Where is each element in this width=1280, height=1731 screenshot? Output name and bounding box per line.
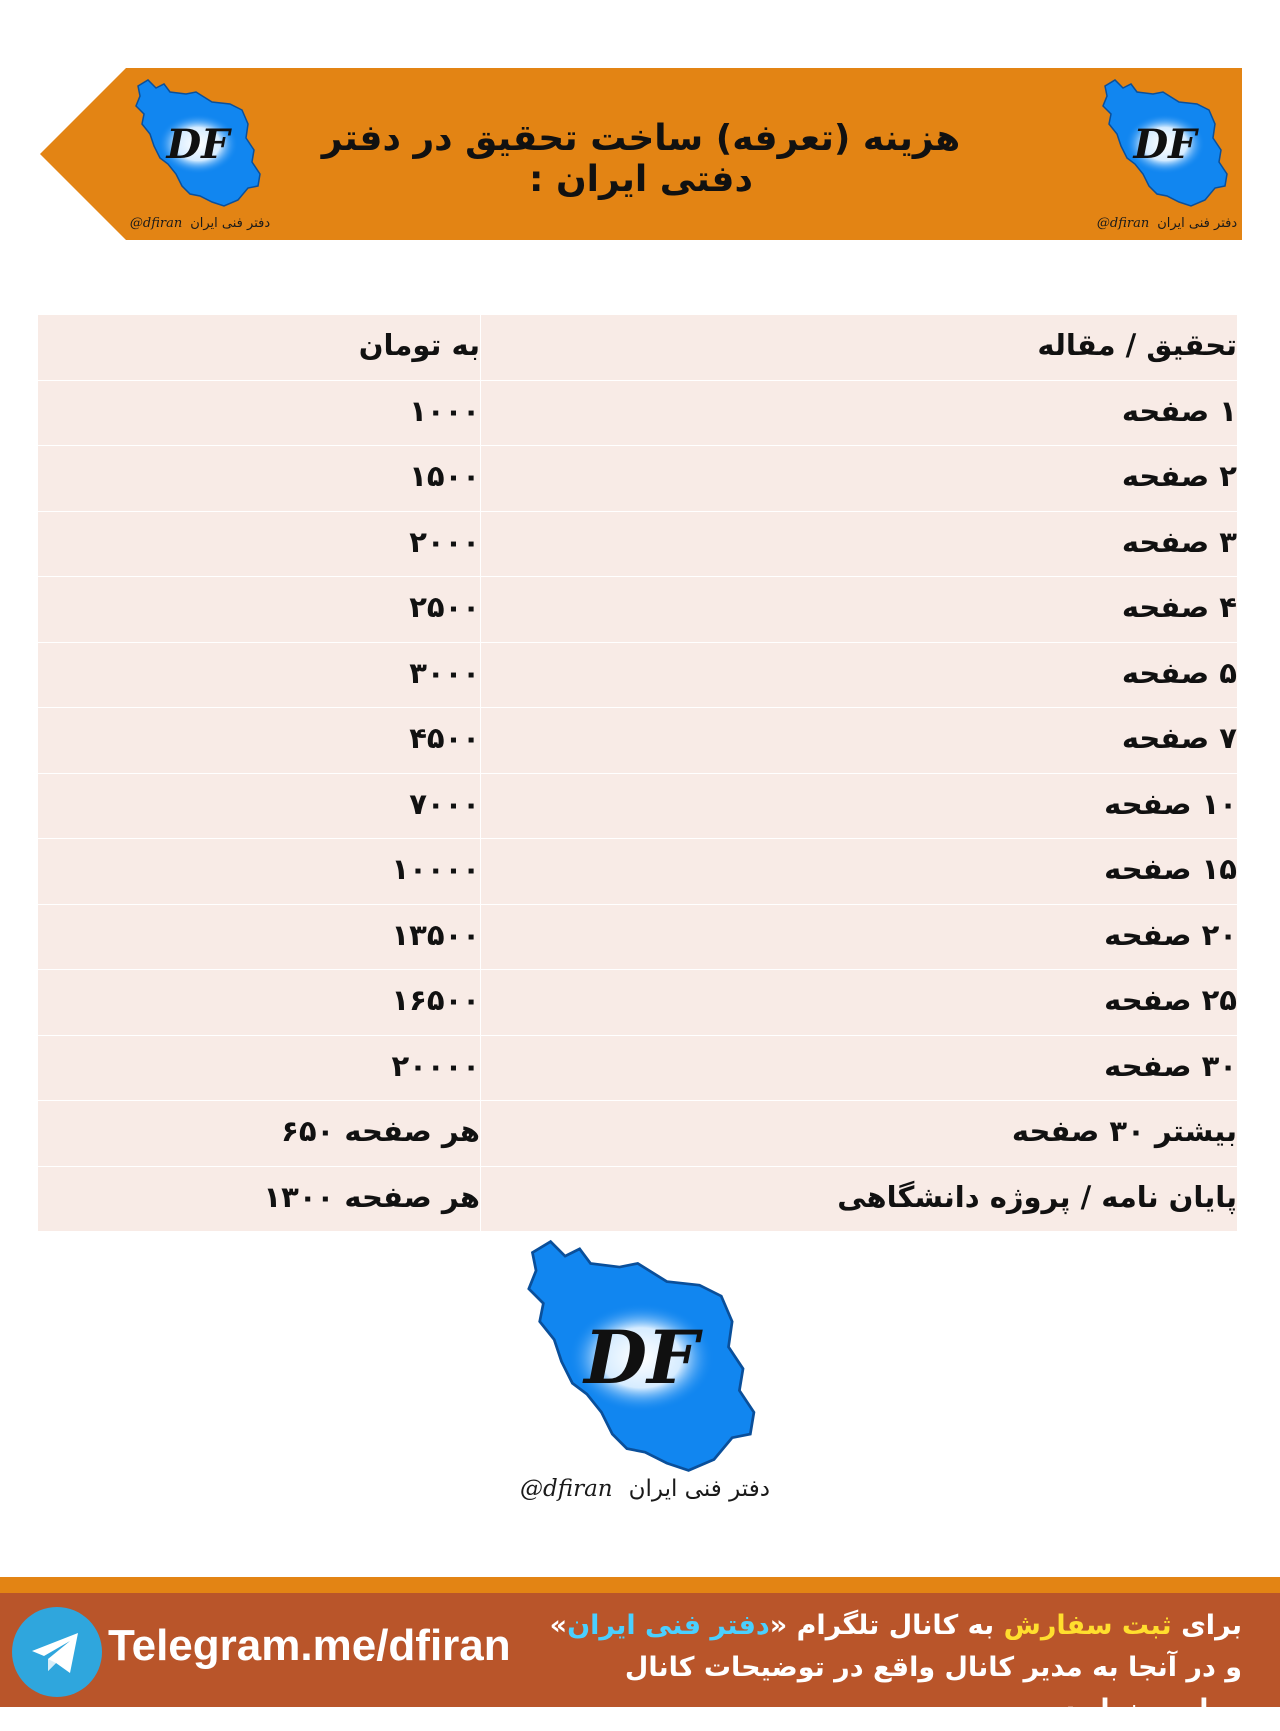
cell-cost: ۴۵۰۰ <box>38 708 481 774</box>
footer-instructions <box>542 1605 1242 1731</box>
cell-cost: ۳۰۰۰ <box>38 642 481 708</box>
cell-cost: هر صفحه ۶۵۰ <box>38 1101 481 1167</box>
telegram-link[interactable]: Telegram.me/dfiran <box>108 1621 511 1670</box>
center-logo-name: دفتر فنی ایران <box>628 1476 770 1502</box>
cell-cost: ۱۵۰۰ <box>38 446 481 512</box>
logo-caption-handle: @dfiran <box>129 216 183 231</box>
cell-item: ۱۵ صفحه <box>481 839 1238 905</box>
footer-text-segment: به کانال تلگرام « <box>769 1610 995 1641</box>
cell-item: ۴ صفحه <box>481 577 1238 643</box>
cell-cost: ۱۳۵۰۰ <box>38 904 481 970</box>
table-row <box>38 1101 1237 1167</box>
logo-caption-name: دفتر فنی ایران <box>190 216 271 231</box>
table-row <box>38 380 1237 446</box>
price-table <box>38 315 1237 1232</box>
table-row <box>38 511 1237 577</box>
header-banner <box>40 68 1242 240</box>
cell-cost: ۲۵۰۰ <box>38 577 481 643</box>
center-logo-handle: @dfiran <box>520 1476 613 1502</box>
cell-item: ۳۰ صفحه <box>481 1035 1238 1101</box>
cell-item: ۵ صفحه <box>481 642 1238 708</box>
cell-cost: هر صفحه ۱۳۰۰ <box>38 1166 481 1232</box>
cell-item: ۱ صفحه <box>481 380 1238 446</box>
cell-cost: ۲۰۰۰۰ <box>38 1035 481 1101</box>
cell-item: ۲ صفحه <box>481 446 1238 512</box>
logo-caption <box>130 216 270 231</box>
table-row <box>38 1166 1237 1232</box>
cell-cost: ۱۰۰۰۰ <box>38 839 481 905</box>
cell-cost: ۷۰۰۰ <box>38 773 481 839</box>
footer-line-2: و در آنجا به مدیر کانال واقع در توضیحات کانال مراجعه نمایید . <box>624 1652 1242 1725</box>
cell-item: ۳ صفحه <box>481 511 1238 577</box>
table-row <box>38 904 1237 970</box>
header-logo-left <box>130 78 270 233</box>
column-header-item: تحقیق / مقاله <box>481 315 1238 380</box>
logo-caption <box>1097 216 1237 231</box>
column-header-cost: به تومان <box>38 315 481 380</box>
table-row <box>38 708 1237 774</box>
table-row <box>38 970 1237 1036</box>
cell-item: بیشتر ۳۰ صفحه <box>481 1101 1238 1167</box>
cell-cost: ۱۶۵۰۰ <box>38 970 481 1036</box>
table-header-row <box>38 315 1237 380</box>
cell-cost: ۱۰۰۰ <box>38 380 481 446</box>
center-logo-caption <box>500 1476 790 1502</box>
iran-map-logo-icon <box>510 1238 780 1474</box>
table-row <box>38 446 1237 512</box>
center-logo <box>500 1238 790 1518</box>
footer-stripe <box>0 1577 1280 1593</box>
footer-text-segment: برای <box>1181 1610 1242 1641</box>
cell-item: ۷ صفحه <box>481 708 1238 774</box>
cell-item: ۲۵ صفحه <box>481 970 1238 1036</box>
page-title: هزینه (تعرفه) ساخت تحقیق در دفتر دفتی ایران : <box>321 118 961 200</box>
footer-text-segment: » <box>549 1610 568 1641</box>
telegram-icon[interactable] <box>12 1607 102 1697</box>
cell-cost: ۲۰۰۰ <box>38 511 481 577</box>
table-row <box>38 577 1237 643</box>
footer-line-1 <box>542 1605 1242 1647</box>
iran-map-logo-icon <box>1097 78 1237 208</box>
logo-caption-name: دفتر فنی ایران <box>1157 216 1238 231</box>
cell-item: پایان نامه / پروژه دانشگاهی <box>481 1166 1238 1232</box>
header-logo-right <box>1097 78 1237 233</box>
cell-item: ۱۰ صفحه <box>481 773 1238 839</box>
iran-map-logo-icon <box>130 78 270 208</box>
footer <box>0 1593 1280 1725</box>
table-row <box>38 642 1237 708</box>
cell-item: ۲۰ صفحه <box>481 904 1238 970</box>
footer-highlight-channel[interactable]: دفتر فنی ایران <box>567 1610 770 1641</box>
footer-highlight-order: ثبت سفارش <box>1003 1610 1172 1641</box>
table-row <box>38 839 1237 905</box>
logo-caption-handle: @dfiran <box>1096 216 1150 231</box>
table-row <box>38 1035 1237 1101</box>
table-row <box>38 773 1237 839</box>
